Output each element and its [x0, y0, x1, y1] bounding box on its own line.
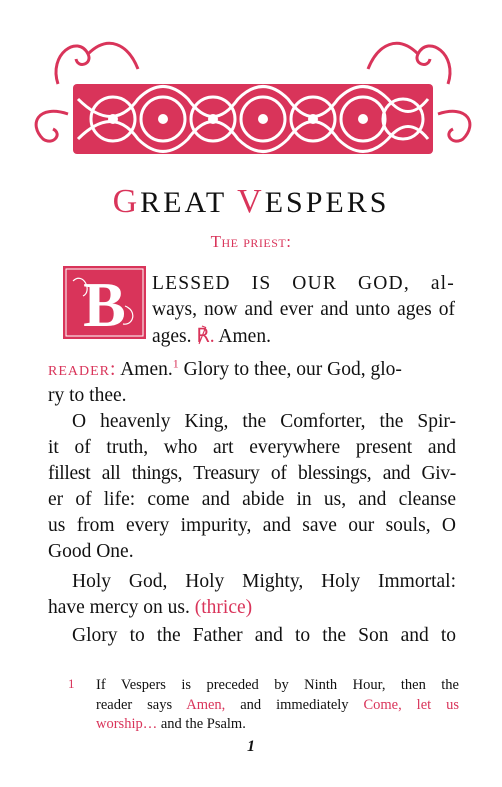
heavenly-king-line-5: us from every impurity, and save our souls, O [48, 515, 456, 536]
trisagion-line-1: Holy God, Holy Mighty, Holy Immortal: [72, 571, 456, 592]
heavenly-king-line-2: it of truth, who art everywhere present and [48, 437, 456, 458]
heavenly-king-line-4: er of life: come and abide in us, and cleanse [48, 489, 456, 510]
footnote-text [96, 676, 459, 735]
footnote-ref: 1 [172, 356, 179, 371]
title-initial-v: V [237, 183, 265, 220]
page-number: 1 [247, 738, 255, 755]
footnote-line-1: If Vespers is preceded by Ninth Hour, then the [96, 677, 459, 693]
blessing-line-2: ways, now and ever and unto ages of [152, 299, 455, 320]
thrice-rubric: (thrice) [194, 597, 253, 618]
page-title [0, 184, 502, 221]
title-part-espers: ESPERS [264, 186, 390, 219]
title-initial-g: G [112, 183, 141, 220]
heavenly-king-line-1: O heavenly King, the Comforter, the Spir- [72, 411, 456, 432]
heavenly-king-line-6: Good One. [48, 541, 134, 562]
knotwork-ornament [18, 14, 488, 164]
footnote-line-3: worship… and the Psalm. [96, 716, 246, 732]
trisagion-line-2: have mercy on us. (thrice) [48, 597, 253, 618]
footnote-line-2: reader says Amen, and immediately Come, let us [96, 696, 459, 713]
illuminated-dropcap [63, 266, 146, 339]
heavenly-king-line-3: fillest all things, Treasury of blessings, and Giv- [48, 463, 456, 484]
dropcap-letter: B [83, 269, 126, 339]
footnote-number: 1 [68, 676, 75, 691]
blessing-line-3: ages. ℟. Amen. [152, 326, 271, 347]
glory-line-1: Glory to the Father and to the Son and to [72, 625, 456, 646]
reader-label: reader: [48, 359, 117, 380]
response-symbol: ℟. [196, 326, 215, 347]
reader-line-1: reader: Amen.$^1$ Glory to thee, our God, glo- [48, 356, 402, 380]
reader-line-2: ry to thee. [48, 385, 127, 406]
priest-rubric: The priest: [210, 232, 292, 251]
blessing-line-1: LESSED IS OUR GOD, al- [152, 273, 455, 294]
title-part-reat: REAT [140, 186, 238, 219]
